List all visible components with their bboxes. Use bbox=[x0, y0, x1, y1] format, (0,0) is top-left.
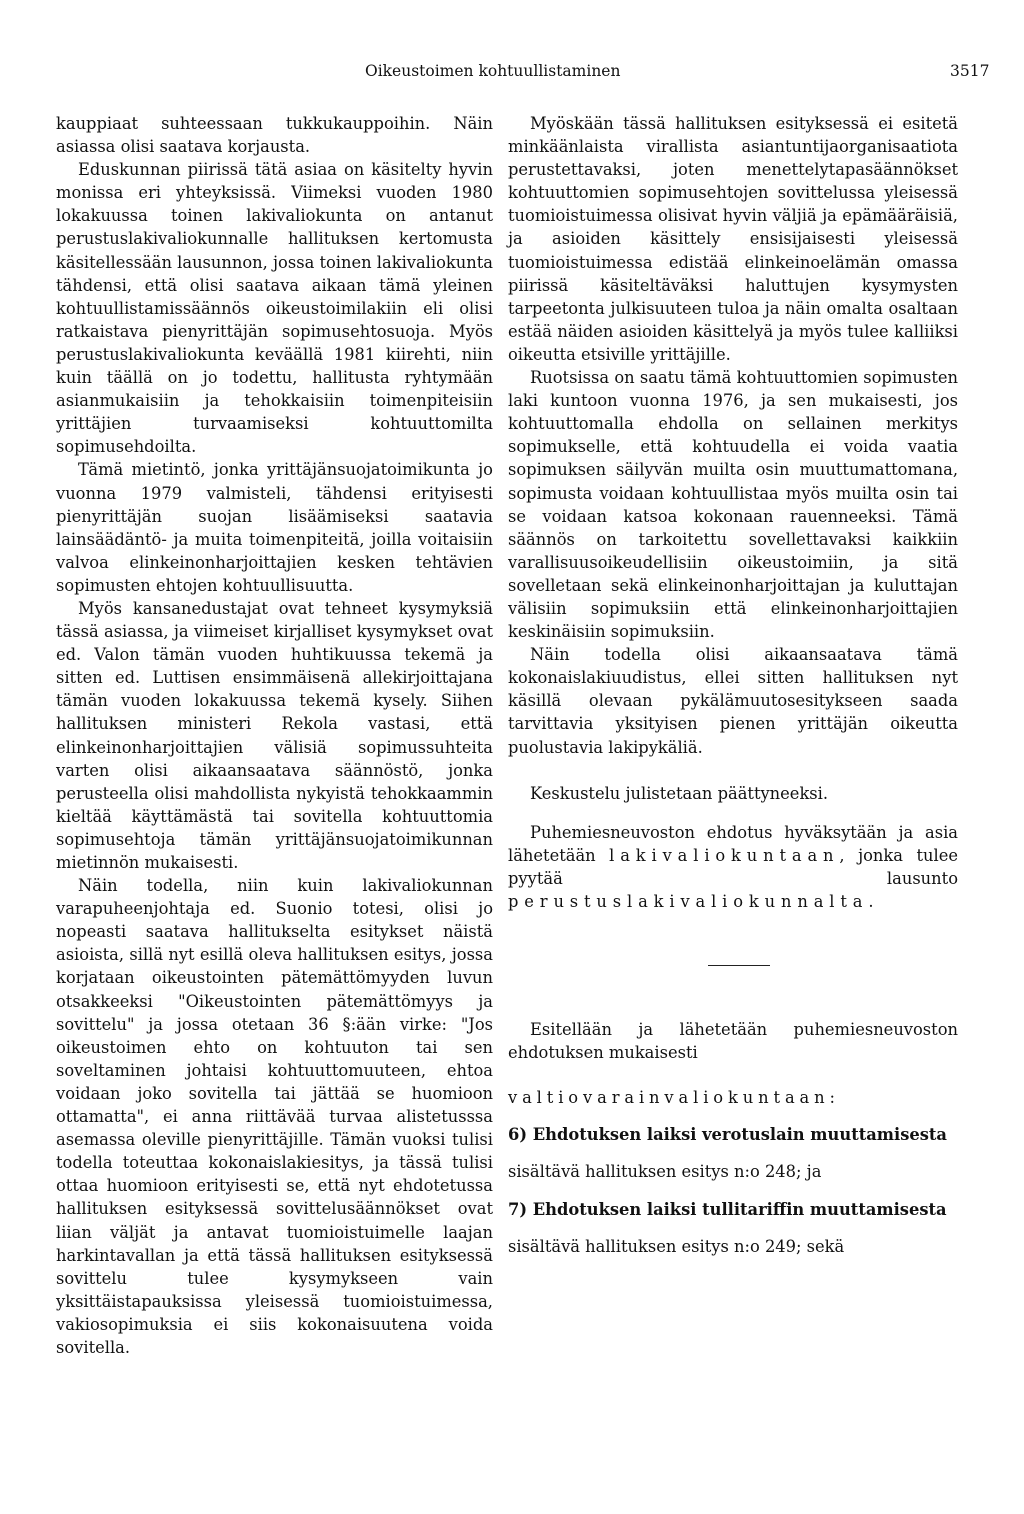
paragraph: Eduskunnan piirissä tätä asiaa on käsitelty hyvin monissa eri yhteyksissä. Viimeksi vuoden 1980 lokakuussa toinen lakivaliokunta on antanut perustuslakivaliokunnalle hallituksen kertomusta käsitellessään lausunnon, jossa toinen lakivaliokunta tähdensi, että olisi saatava aikaan tämä yleinen kohtuullistamissäännös oikeustoimilakiin eli olisi ratkaistava pienyrittäjän sopimusehtosuoja. Myös perustuslakivaliokunta keväällä 1981 kiirehti, niin kuin täällä on jo todettu, hallitusta ryhtymään asianmukaisiin ja tehokkaisiin toimenpiteisiin yrittäjien turvaamiseksi kohtuuttomilta sopimusehdoilta. bbox=[56, 160, 493, 457]
proposal-6-heading bbox=[508, 1123, 958, 1146]
decision-paragraph bbox=[508, 821, 958, 913]
running-title: Oikeustoimen kohtuullistaminen bbox=[365, 62, 621, 80]
paragraph: Myös kansanedustajat ovat tehneet kysymyksiä tässä asiassa, ja viimeiset kirjalliset kysymykset ovat ed. Valon tämän vuoden huhtikuussa tekemä ja sitten ed. Luttisen ensimmäisenä allekirjoittajana tämän vuoden lokakuussa tekemä kysely. Siihen hallituksen ministeri Rekola vastasi, että elinkeinonharjoittajien välisiä sopimussuhteita varten olisi aikaansaatava säännöstö, jonka perusteella olisi mahdollista nykyistä tehokkaammin kieltää käyttämästä tai sovitella kohtuuttomia sopimusehtoja tämän yrittäjänsuojatoimikunnan mietinnön mukaisesti. bbox=[56, 598, 493, 872]
right-column bbox=[508, 112, 958, 1258]
paragraph: kauppiaat suhteessaan tukkukauppoihin. Näin asiassa olisi saatava korjausta. bbox=[56, 114, 493, 157]
intro-statement: Esitellään ja lähetetään puhemiesneuvoston ehdotuksen mukaisesti bbox=[508, 1020, 958, 1063]
left-column bbox=[56, 112, 493, 1359]
decision-text: . bbox=[868, 892, 874, 911]
item-number: 7) bbox=[508, 1199, 528, 1219]
proposal-7-body: sisältävä hallituksen esitys n:o 249; sekä bbox=[508, 1236, 845, 1256]
committee-name: lakivaliokuntaan bbox=[609, 845, 840, 865]
proposal-title: Ehdotuksen laiksi verotuslain muuttamisesta bbox=[532, 1125, 947, 1145]
committee-name: perustuslakivaliokunnalta bbox=[508, 892, 869, 911]
paragraph: Myöskään tässä hallituksen esityksessä ei esitetä minkäänlaista virallista asiantuntijaorganisaatiota perustettavaksi, joten menettelytapasäännökset kohtuuttomien sopimusehtojen sovittelussa yleisessä tuomioistuimessa olisivat hyvin väljiä ja epämääräisiä, ja asioiden käsittely ensisijaisesti yleisessä tuomioistuimessa edistää elinkeinoelämän omassa piirissä käsiteltäväksi haluttujen kysymysten tarpeetonta julkisuuteen tuloa ja näin omalta osaltaan estää näiden asioiden käsittelyä ja myös tulee kalliiksi oikeutta etsiville yrittäjille. bbox=[508, 114, 958, 364]
paragraph: Ruotsissa on saatu tämä kohtuuttomien sopimusten laki kuntoon vuonna 1976, ja sen mukaisesti, jos kohtuuttomalla ehdolla on sellainen merkitys sopimukselle, että kohtuudella ei voida vaatia sopimuksen säilyvän muilta osin muuttumattomana, sopimusta voidaan kohtuullistaa myös muilta osin tai se voidaan katsoa kokonaan rauenneeksi. Tämä säännös on tarkoitettu sovellettavaksi kaikkiin varallisuusoikeudellisiin oikeustoimiin, ja sitä sovelletaan sekä elinkeinonharjoittajan ja kuluttajan välisiin sopimuksiin että elinkeinonharjoittajien keskinäisiin sopimuksiin. bbox=[508, 368, 958, 642]
item-number: 6) bbox=[508, 1125, 528, 1145]
paragraph: Näin todella, niin kuin lakivaliokunnan varapuheenjohtaja ed. Suonio totesi, olisi jo nopeasti saatava hallitukselta esitykset näistä asioista, sillä nyt esillä oleva hallituksen esitys, jossa korjataan oikeustointen pätemättömyyden luvun otsakkeeksi "Oikeustointen pätemättömyys ja sovittelu" ja jossa otetaan 36 §:ään virke: "Jos oikeustoimen ehto on kohtuuton tai sen soveltaminen johtaisi kohtuuttomuuteen, ehtoa voidaan joko sovitella tai jättää se huomioon ottamatta", ei anna riittävää turvaa alistetusssa asemassa oleville pienyrittäjille. Tämän vuoksi tulisi todella toteuttaa kokonaislakiesitys, ja tässä tulisi ottaa huomioon erityisesti se, että nyt ehdotetussa hallituksen esityksessä sovittelusäännökset ovat liian väljät ja antavat tuomioistuimelle laajan harkintavallan ja että tässä hallituksen esityksessä sovittelu tulee kysymykseen vain yksittäistapauksissa yleisessä tuomioistuimessa, vakiosopimuksia ei siis kokonaisuutena voida sovitella. bbox=[56, 876, 493, 1357]
paragraph: Näin todella olisi aikaansaatava tämä kokonaislakiuudistus, ellei sitten hallituksen nyt käsillä olevaan pykälämuutosesitykseen saada tarvittavia yksityisen pienen yrittäjän oikeutta puolustavia lakipykäliä. bbox=[508, 645, 958, 757]
committee-heading: valtiovarainvaliokuntaan: bbox=[508, 1088, 840, 1108]
paragraph: Tämä mietintö, jonka yrittäjänsuojatoimikunta jo vuonna 1979 valmisteli, tähdensi erityisesti pienyrittäjän suojan lisäämiseksi saatavia lainsäädäntö- ja muita toimenpiteitä, joilla voitaisiin valvoa elinkeinonharjoittajien kesken tehtävien sopimusten ehtojen kohtuullisuutta. bbox=[56, 460, 493, 595]
closing-statement: Keskustelu julistetaan päättyneeksi. bbox=[530, 783, 829, 803]
proposal-6-body: sisältävä hallituksen esitys n:o 248; ja bbox=[508, 1162, 822, 1182]
decision-text: Puhemiesneuvoston ehdotus hyväksytään ja asia lähetetään bbox=[508, 822, 958, 865]
page-number: 3517 bbox=[950, 62, 990, 80]
proposal-title: Ehdotuksen laiksi tullitariffin muuttamisesta bbox=[532, 1199, 947, 1219]
proposal-7-heading bbox=[508, 1198, 958, 1221]
decision-text: , jonka tulee pyytää lausunto bbox=[508, 845, 958, 888]
divider bbox=[708, 965, 770, 966]
